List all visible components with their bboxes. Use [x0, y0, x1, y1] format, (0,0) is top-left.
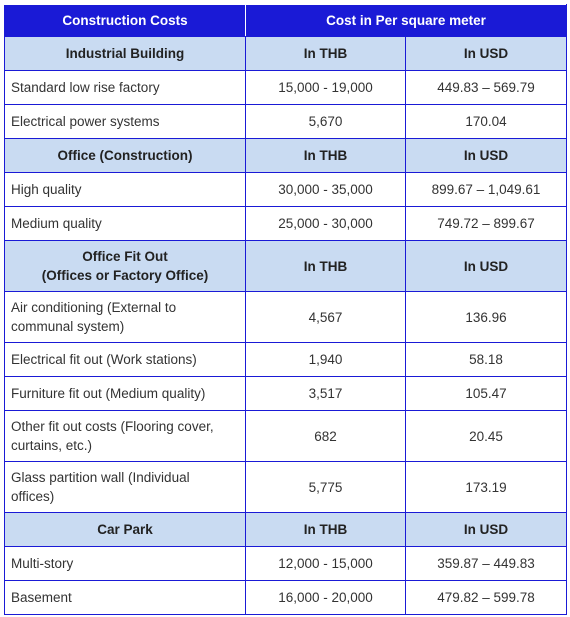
item-name-cell — [5, 411, 246, 462]
text-line: Multi-story — [11, 556, 74, 571]
text-line: Office Fit Out — [82, 249, 168, 264]
table-row — [5, 462, 567, 513]
section-header-row — [5, 139, 567, 173]
text-line: offices) — [11, 489, 55, 504]
item-name-cell — [5, 343, 246, 377]
section-thb-label: In THB — [246, 37, 406, 71]
text-line: Office (Construction) — [57, 148, 193, 163]
text-line: Industrial Building — [65, 46, 185, 61]
table-row — [5, 173, 567, 207]
section-header-row — [5, 513, 567, 547]
usd-value-cell: 105.47 — [406, 377, 567, 411]
table-row — [5, 411, 567, 462]
table-row — [5, 343, 567, 377]
table-header-row — [5, 5, 567, 37]
usd-value-cell: 479.82 – 599.78 — [406, 581, 567, 615]
usd-value-cell: 173.19 — [406, 462, 567, 513]
section-usd-label: In USD — [406, 513, 567, 547]
thb-value-cell: 4,567 — [246, 292, 406, 343]
text-line: communal system) — [11, 319, 125, 334]
item-name-cell — [5, 292, 246, 343]
header-cost-per-sqm: Cost in Per square meter — [246, 5, 567, 37]
section-title — [5, 37, 246, 71]
text-line: (Offices or Factory Office) — [41, 268, 209, 283]
usd-value-cell: 58.18 — [406, 343, 567, 377]
section-thb-label: In THB — [246, 513, 406, 547]
section-thb-label: In THB — [246, 241, 406, 292]
thb-value-cell: 25,000 - 30,000 — [246, 207, 406, 241]
section-title — [5, 139, 246, 173]
section-title — [5, 241, 246, 292]
thb-value-cell: 12,000 - 15,000 — [246, 547, 406, 581]
table-row — [5, 377, 567, 411]
text-line: Other fit out costs (Flooring cover, — [11, 419, 214, 434]
table-row — [5, 105, 567, 139]
text-line: Furniture fit out (Medium quality) — [11, 386, 206, 401]
table-row — [5, 292, 567, 343]
section-header-row — [5, 37, 567, 71]
table-row — [5, 207, 567, 241]
header-construction-costs: Construction Costs — [5, 5, 246, 37]
item-name-cell — [5, 581, 246, 615]
table-body — [5, 37, 567, 615]
text-line: Standard low rise factory — [11, 80, 160, 95]
thb-value-cell: 5,670 — [246, 105, 406, 139]
usd-value-cell: 20.45 — [406, 411, 567, 462]
usd-value-cell: 136.96 — [406, 292, 567, 343]
item-name-cell — [5, 105, 246, 139]
thb-value-cell: 16,000 - 20,000 — [246, 581, 406, 615]
usd-value-cell: 170.04 — [406, 105, 567, 139]
thb-value-cell: 682 — [246, 411, 406, 462]
text-line: Glass partition wall (Individual — [11, 470, 190, 485]
cost-table-container — [4, 4, 567, 615]
usd-value-cell: 449.83 – 569.79 — [406, 71, 567, 105]
usd-value-cell: 359.87 – 449.83 — [406, 547, 567, 581]
thb-value-cell: 15,000 - 19,000 — [246, 71, 406, 105]
section-thb-label: In THB — [246, 139, 406, 173]
item-name-cell — [5, 462, 246, 513]
section-usd-label: In USD — [406, 37, 567, 71]
table-row — [5, 581, 567, 615]
item-name-cell — [5, 173, 246, 207]
item-name-cell — [5, 71, 246, 105]
text-line: Car Park — [97, 522, 153, 537]
section-header-row — [5, 241, 567, 292]
item-name-cell — [5, 207, 246, 241]
thb-value-cell: 1,940 — [246, 343, 406, 377]
text-line: High quality — [11, 182, 82, 197]
usd-value-cell: 749.72 – 899.67 — [406, 207, 567, 241]
text-line: curtains, etc.) — [11, 438, 93, 453]
text-line: Electrical fit out (Work stations) — [11, 352, 197, 367]
section-usd-label: In USD — [406, 139, 567, 173]
table-row — [5, 547, 567, 581]
thb-value-cell: 5,775 — [246, 462, 406, 513]
thb-value-cell: 3,517 — [246, 377, 406, 411]
usd-value-cell: 899.67 – 1,049.61 — [406, 173, 567, 207]
section-title — [5, 513, 246, 547]
item-name-cell — [5, 547, 246, 581]
section-usd-label: In USD — [406, 241, 567, 292]
text-line: Basement — [11, 590, 72, 605]
item-name-cell — [5, 377, 246, 411]
construction-cost-table — [4, 4, 567, 615]
thb-value-cell: 30,000 - 35,000 — [246, 173, 406, 207]
text-line: Medium quality — [11, 216, 102, 231]
text-line: Air conditioning (External to — [11, 300, 177, 315]
table-row — [5, 71, 567, 105]
text-line: Electrical power systems — [11, 114, 160, 129]
